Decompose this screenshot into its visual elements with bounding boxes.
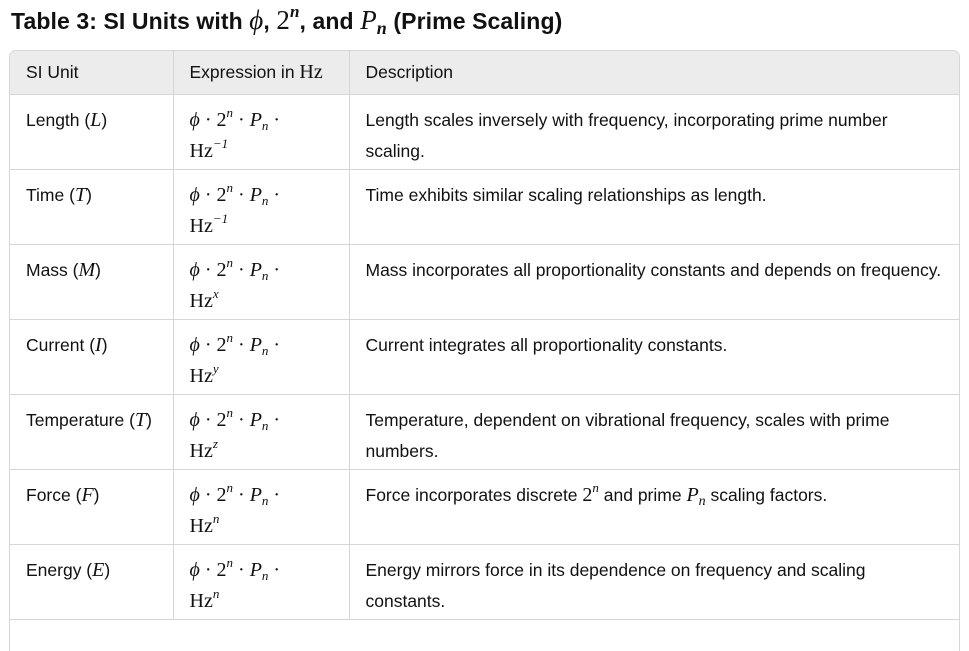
cell-description: Current integrates all proportionality constants. xyxy=(349,320,959,395)
cell-si-unit: Time (T) xyxy=(10,170,173,245)
table-row xyxy=(10,245,959,320)
table-row xyxy=(10,545,959,620)
cell-description: Length scales inversely with frequency, incorporating prime number scaling. xyxy=(349,95,959,170)
cell-expression: $\phi \cdot 2^n \cdot P_n$ · $Hz^n$ xyxy=(173,470,349,545)
header-description: Description xyxy=(349,51,959,95)
cell-expression: $\phi \cdot 2^n \cdot P_n$ · $Hz^{-1}$ xyxy=(173,170,349,245)
cell-expression: $\phi \cdot 2^n \cdot P_n$ · $Hz^{-1}$ xyxy=(173,95,349,170)
cell-si-unit: Mass (M) xyxy=(10,245,173,320)
cell-si-unit: Temperature (T) xyxy=(10,395,173,470)
table-header-row xyxy=(10,51,959,95)
cell-si-unit: Length (L) xyxy=(10,95,173,170)
cell-expression: $\phi \cdot 2^n \cdot P_n$ · $Hz^z$ xyxy=(173,395,349,470)
cell-description: Time exhibits similar scaling relationships as length. xyxy=(349,170,959,245)
cell-description: Mass incorporates all proportionality constants and depends on frequency. xyxy=(349,245,959,320)
table-row xyxy=(10,395,959,470)
table-row xyxy=(10,470,959,545)
cell-si-unit: Force (F) xyxy=(10,470,173,545)
cell-description: Force incorporates discrete 2$^n$ and prime $P_n$ scaling factors. xyxy=(349,470,959,545)
header-expression: Expression in Hz xyxy=(173,51,349,95)
cell-si-unit: Energy (E) xyxy=(10,545,173,620)
table-row xyxy=(10,320,959,395)
cell-expression: $\phi \cdot 2^n \cdot P_n$ · $Hz^n$ xyxy=(173,545,349,620)
cell-description: Temperature, dependent on vibrational frequency, scales with prime numbers. xyxy=(349,395,959,470)
cell-expression: $\phi \cdot 2^n \cdot P_n$ · $Hz^x$ xyxy=(173,245,349,320)
si-units-table xyxy=(9,50,960,651)
cell-expression: $\phi \cdot 2^n \cdot P_n$ · $Hz^y$ xyxy=(173,320,349,395)
table-title: Table 3: SI Units with ϕ, 2$^n$, and $P_n$ (Prime Scaling) xyxy=(11,2,563,38)
table-row xyxy=(10,170,959,245)
header-si-unit: SI Unit xyxy=(10,51,173,95)
cell-si-unit: Current (I) xyxy=(10,320,173,395)
cell-description: Energy mirrors force in its dependence on frequency and scaling constants. xyxy=(349,545,959,620)
table-row xyxy=(10,95,959,170)
